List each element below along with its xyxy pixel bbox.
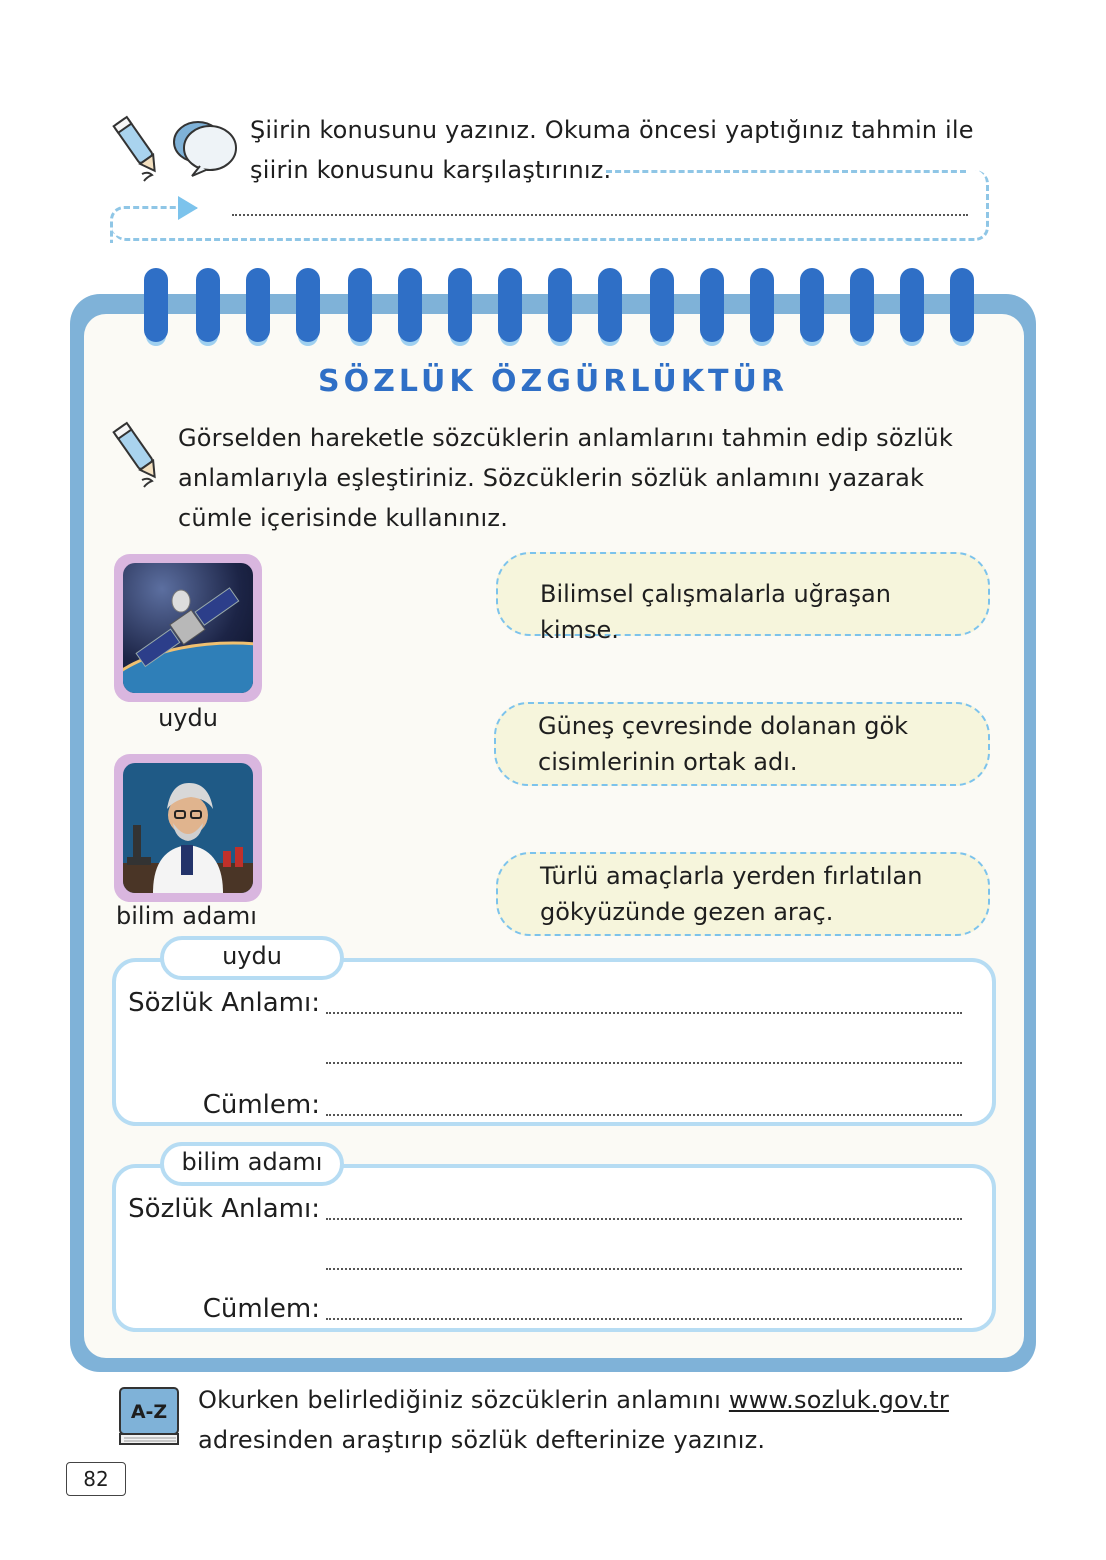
spiral-ring [448,268,472,342]
definition-text: cisimlerinin ortak adı. [538,748,798,776]
scientist-image [114,754,262,902]
spiral-ring [800,268,824,342]
spiral-ring [196,268,220,342]
top-instruction-line2: şiirin konusunu karşılaştırınız. [250,156,612,184]
image-caption: bilim adamı [116,902,257,930]
satellite-illustration [123,563,253,693]
pencil-icon [112,418,164,488]
section-instruction-line3: cümle içerisinde kullanınız. [178,504,509,532]
definition-text: Bilimsel çalışmalarla uğraşan kimse. [540,580,891,644]
section-instruction-line2: anlamlarıyla eşleştiriniz. Sözcüklerin sözlük anlamını yazarak [178,464,925,492]
spiral-ring [750,268,774,342]
spiral-ring [144,268,168,342]
dictionary-icon-label: A-Z [130,1401,168,1423]
spiral-ring [548,268,572,342]
definition-bubble[interactable] [496,852,990,936]
spiral-ring [246,268,270,342]
spiral-ring [296,268,320,342]
definition-bubble[interactable] [494,702,990,786]
definition-text: Türlü amaçlarla yerden fırlatılan [540,862,923,890]
spiral-ring [650,268,674,342]
footer-line2: adresinden araştırıp sözlük defterinize yazınız. [198,1426,766,1454]
speech-bubbles-icon [170,116,240,178]
word-card-word: bilim adamı [181,1148,323,1176]
spiral-ring [700,268,724,342]
meaning-label: Sözlük Anlamı: [128,1194,320,1224]
footer-line1 [198,1380,949,1420]
spiral-ring [348,268,372,342]
sentence-label: Cümlem: [202,1090,320,1120]
word-card-word: uydu [222,942,282,970]
section-instruction-line1: Görselden hareketle sözcüklerin anlamlarını tahmin edip sözlük [178,424,953,452]
dictionary-link[interactable]: www.sozluk.gov.tr [728,1386,949,1414]
definition-bubble[interactable] [496,552,990,644]
word-card-title [160,1142,344,1186]
definition-text: gökyüzünde gezen araç. [540,898,834,926]
spiral-ring [398,268,422,342]
arrow-icon [176,194,200,222]
meaning-input-line[interactable] [326,1216,962,1220]
spiral-ring [498,268,522,342]
footer-text: Okurken belirlediğiniz sözcüklerin anlamını [198,1386,722,1414]
top-instruction-line1: Şiirin konusunu yazınız. Okuma öncesi yaptığınız tahmin ile [250,116,974,144]
spiral-ring [598,268,622,342]
satellite-image [114,554,262,702]
scientist-illustration [123,763,253,893]
answer-line[interactable] [232,214,968,216]
page-number [66,1462,126,1496]
meaning-input-line[interactable] [326,1010,962,1014]
word-card-title [160,936,344,980]
image-caption: uydu [158,704,218,732]
dictionary-book-icon [116,1384,182,1452]
sentence-label: Cümlem: [202,1294,320,1324]
meaning-input-line[interactable] [326,1266,962,1270]
answer-box-border [112,170,989,241]
spiral-ring [850,268,874,342]
definition-text: Güneş çevresinde dolanan gök [538,712,909,740]
spiral-ring [900,268,924,342]
sentence-input-line[interactable] [326,1316,962,1320]
meaning-label: Sözlük Anlamı: [128,988,320,1018]
sentence-input-line[interactable] [326,1112,962,1116]
section-title: SÖZLÜK ÖZGÜRLÜKTÜR [318,364,788,399]
meaning-input-line[interactable] [326,1060,962,1064]
answer-box-top-border [606,170,966,173]
spiral-ring [950,268,974,342]
page-number-text: 82 [83,1467,109,1491]
